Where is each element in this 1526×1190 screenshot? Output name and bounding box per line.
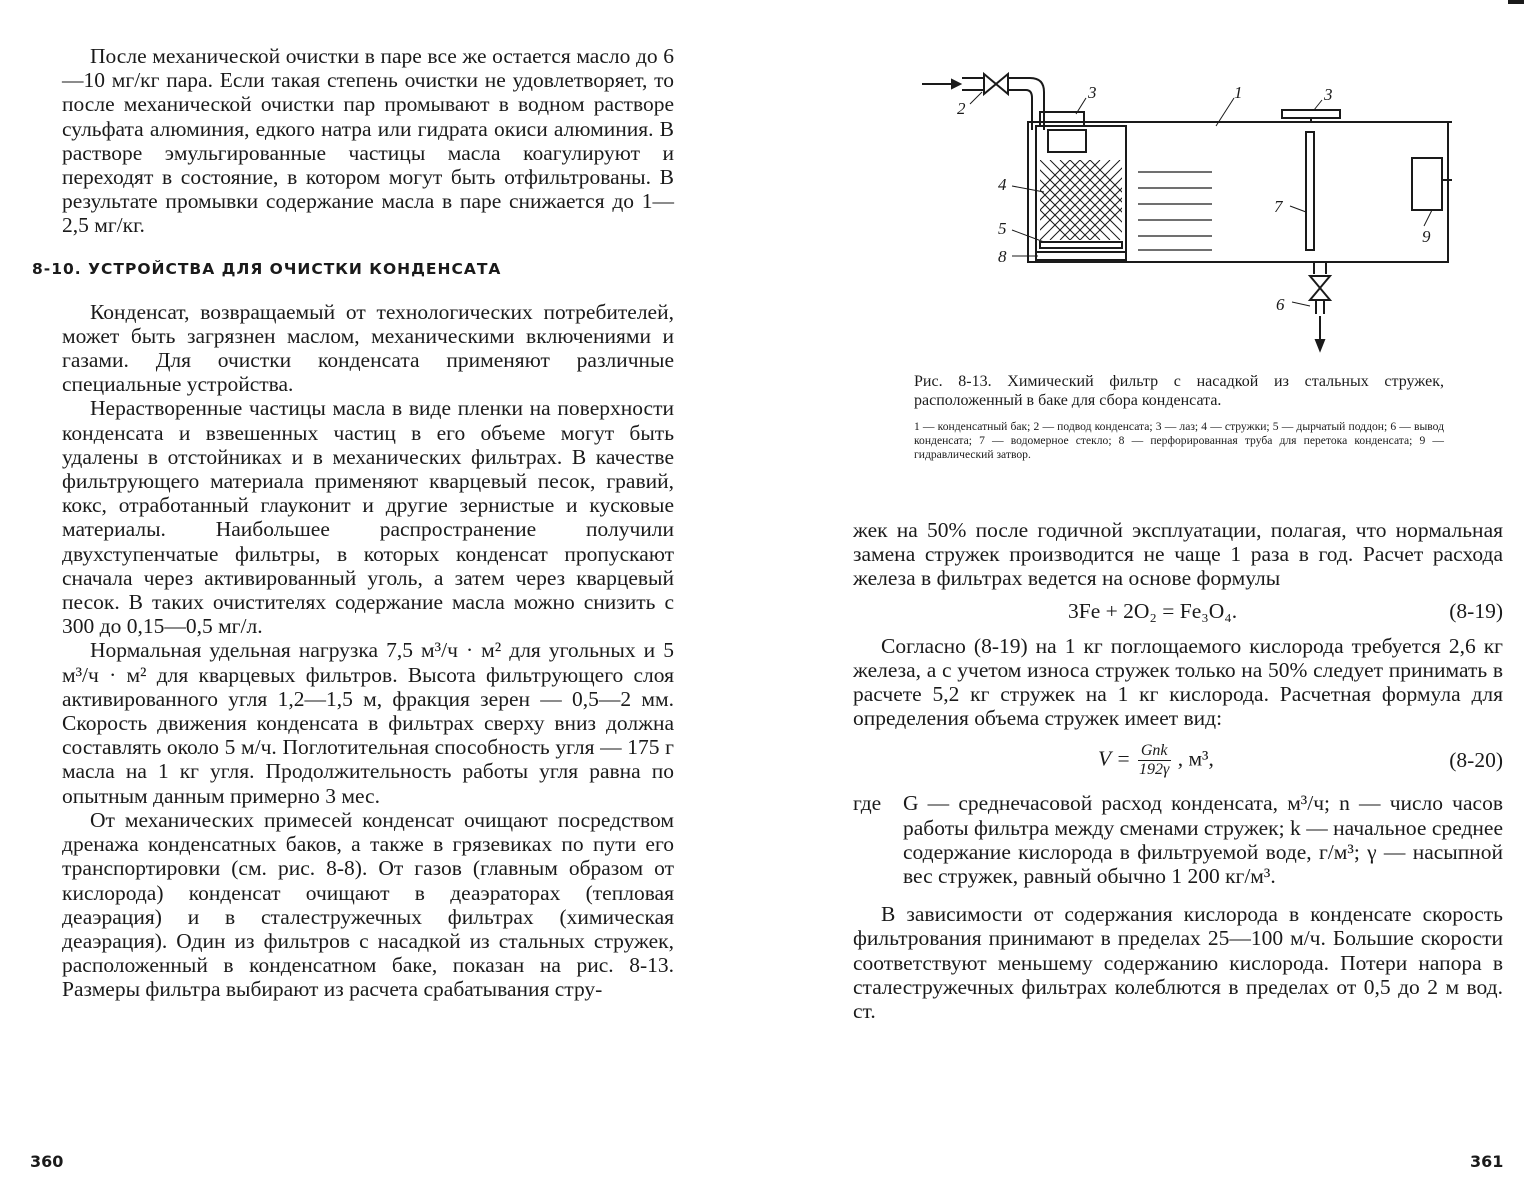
paragraph: В зависимости от содержания кислорода в конденсате скорость фильтрования принимают в пределах 25—100 м/ч. Большие скорости соответствуют меньшему содержанию кислорода. Потери напора в сталестружечных фильтрах колеблются в пределах от 0,5 до 2 м вод. ст. [853, 902, 1503, 1024]
paragraph: Нерастворенные частицы масла в виде пленки на поверхности конденсата и взвешенных частиц в его объеме могут быть удалены в отстойниках и в механических фильтрах. В качестве фильтрующего материала применяют кварцевый песок, гравий, кокс, отработанный глауконит и другие зернистые и кусковые материалы. Наибольшее распространение получили двухступенчатые фильтры, в которых конденсат пропускают сначала через активированный уголь, а затем через кварцевый песок. В таких очистителях содержание масла можно снизить с 300 до 0,15—0,5 мг/л. [62, 396, 674, 639]
label-4: 4 [998, 175, 1007, 194]
label-3-left: 3 [1088, 83, 1097, 102]
paragraph: После механической очистки в паре все же остается масло до 6—10 мг/кг пара. Если такая степень очистки не удовлетворяет, то после механической очистки пар промывают в водном растворе сульфата алюминия, едкого натра или гидрата окиси алюминия. В растворе эмульгированные частицы масла коагулируют и переходят в состояние, в котором могут быть отфильтрованы. В результате промывки содержание масла в паре снижается до 1—2,5 мг/кг. [62, 44, 674, 238]
equation-tail: , м³, [1177, 746, 1214, 771]
label-3-right: 3 [1324, 85, 1333, 104]
water-lines [1138, 172, 1212, 250]
scan-mark [1508, 0, 1524, 4]
left-page [0, 0, 740, 1190]
filter-diagram [912, 60, 1452, 360]
paragraph: Нормальная удельная нагрузка 7,5 м³/ч · м² для угольных и 5 м³/ч · м² для кварцевых фильтров. Высота фильтрующего слоя активированного угля 1,2—1,5 м, фракция зерен — 0,5—2 мм. Скорость движения конденсата в фильтрах сверху вниз должна составлять около 5 м/ч. Поглотительная способность угля — 175 г масла на 1 кг угля. Продолжительность работы угля равна по опытным данным примерно 3 мес. [62, 638, 674, 808]
paragraph: От механических примесей конденсат очищают посредством дренажа конденсатных баков, а также в грязевиках по пути его транспортировки (см. рис. 8-8). От газов (главным образом от кислорода) конденсат очищают в деаэраторах (тепловая деаэрация) и в сталестружечных фильтрах (химическая деаэрация). Один из фильтров с насадкой из стальных стружек, расположенный в конденсатном баке, показан на рис. 8-13. Размеры фильтра выбирают из расчета срабатывания стру- [62, 807, 674, 1002]
inner-box [1048, 130, 1086, 152]
right-text-column [853, 518, 1503, 1023]
label-9: 9 [1422, 227, 1431, 246]
where-lead: где [853, 791, 882, 816]
equation-lhs: V = [1098, 746, 1131, 771]
equation-number: (8-20) [1449, 748, 1503, 773]
section-heading: 8-10. УСТРОЙСТВА ДЛЯ ОЧИСТКИ КОНДЕНСАТА [32, 259, 502, 278]
paragraph: жек на 50% после годичной эксплуатации, полагая, что нормальная замена стружек производится не чаще 1 раза в год. Расчет расхода железа в фильтрах ведется на основе формулы [853, 518, 1503, 591]
paragraph: Конденсат, возвращаемый от технологических потребителей, может быть загрязнен маслом, механическими включениями и газами. Для очистки конденсата применяют различные специальные устройства. [62, 299, 674, 397]
label-7: 7 [1274, 197, 1283, 216]
equation-body [1098, 742, 1214, 779]
equation-8-20 [853, 742, 1503, 779]
fraction-denominator: 192γ [1139, 761, 1170, 779]
label-6: 6 [1276, 295, 1285, 314]
inlet-arrowhead [952, 80, 960, 88]
equation-8-19 [853, 599, 1503, 624]
label-2: 2 [957, 99, 966, 118]
water-gauge [1306, 132, 1314, 250]
where-text: G — среднечасовой расход конденсата, м³/ч; n — число часов работы фильтра между сменами стружек; k — начальное среднее содержание кислорода в фильтруемой воде, г/м³; γ — насыпной вес стружек, равный обычно 1 200 кг/м³. [903, 791, 1503, 889]
hatch-left [1040, 112, 1084, 126]
inlet-pipe [962, 78, 984, 90]
bottom-valve-bottom [1310, 288, 1330, 300]
figure-caption [914, 372, 1444, 462]
inlet-valve-right [996, 74, 1008, 94]
equation-body: 3Fe + 2O₂ = Fe₃O₄. [1068, 598, 1238, 623]
equation-fraction [1136, 742, 1172, 779]
right-page [800, 0, 1526, 1190]
bottom-pipe [1316, 300, 1324, 314]
page-number: 360 [30, 1152, 64, 1171]
label-5: 5 [998, 219, 1007, 238]
perforated-tray [1040, 242, 1122, 248]
label-1: 1 [1234, 83, 1243, 102]
label-8: 8 [998, 247, 1007, 266]
bottom-outlet [1314, 262, 1326, 274]
left-text-column [32, 44, 674, 1002]
hatch-right [1282, 110, 1340, 118]
caption-title: Рис. 8-13. Химический фильтр с насадкой из стальных стружек, расположенный в баке для сбора конденсата. [914, 373, 1444, 409]
fraction-numerator: Gnk [1138, 742, 1171, 761]
variable-definitions [853, 791, 1503, 888]
hydraulic-seal [1412, 158, 1442, 210]
caption-legend: 1 — конденсатный бак; 2 — подвод конденсата; 3 — лаз; 4 — стружки; 5 — дырчатый поддон; 6 — вывод конденсата; 7 — водомерное стекло; 8 — перфорированная труба для перетока конденсата; 9 — гидравлический затвор. [914, 420, 1444, 461]
paragraph: Согласно (8-19) на 1 кг поглощаемого кислорода требуется 2,6 кг железа, а с учетом износа стружек только на 50% следует принимать в расчете 5,2 кг стружек на 1 кг кислорода. Расчетная формула для определения объема стружек имеет вид: [853, 633, 1503, 731]
equation-number: (8-19) [1449, 598, 1503, 623]
bottom-valve-top [1310, 276, 1330, 288]
inlet-valve-left [984, 74, 996, 94]
perforated-pipe [1036, 252, 1126, 260]
page-number: 361 [1470, 1152, 1504, 1171]
